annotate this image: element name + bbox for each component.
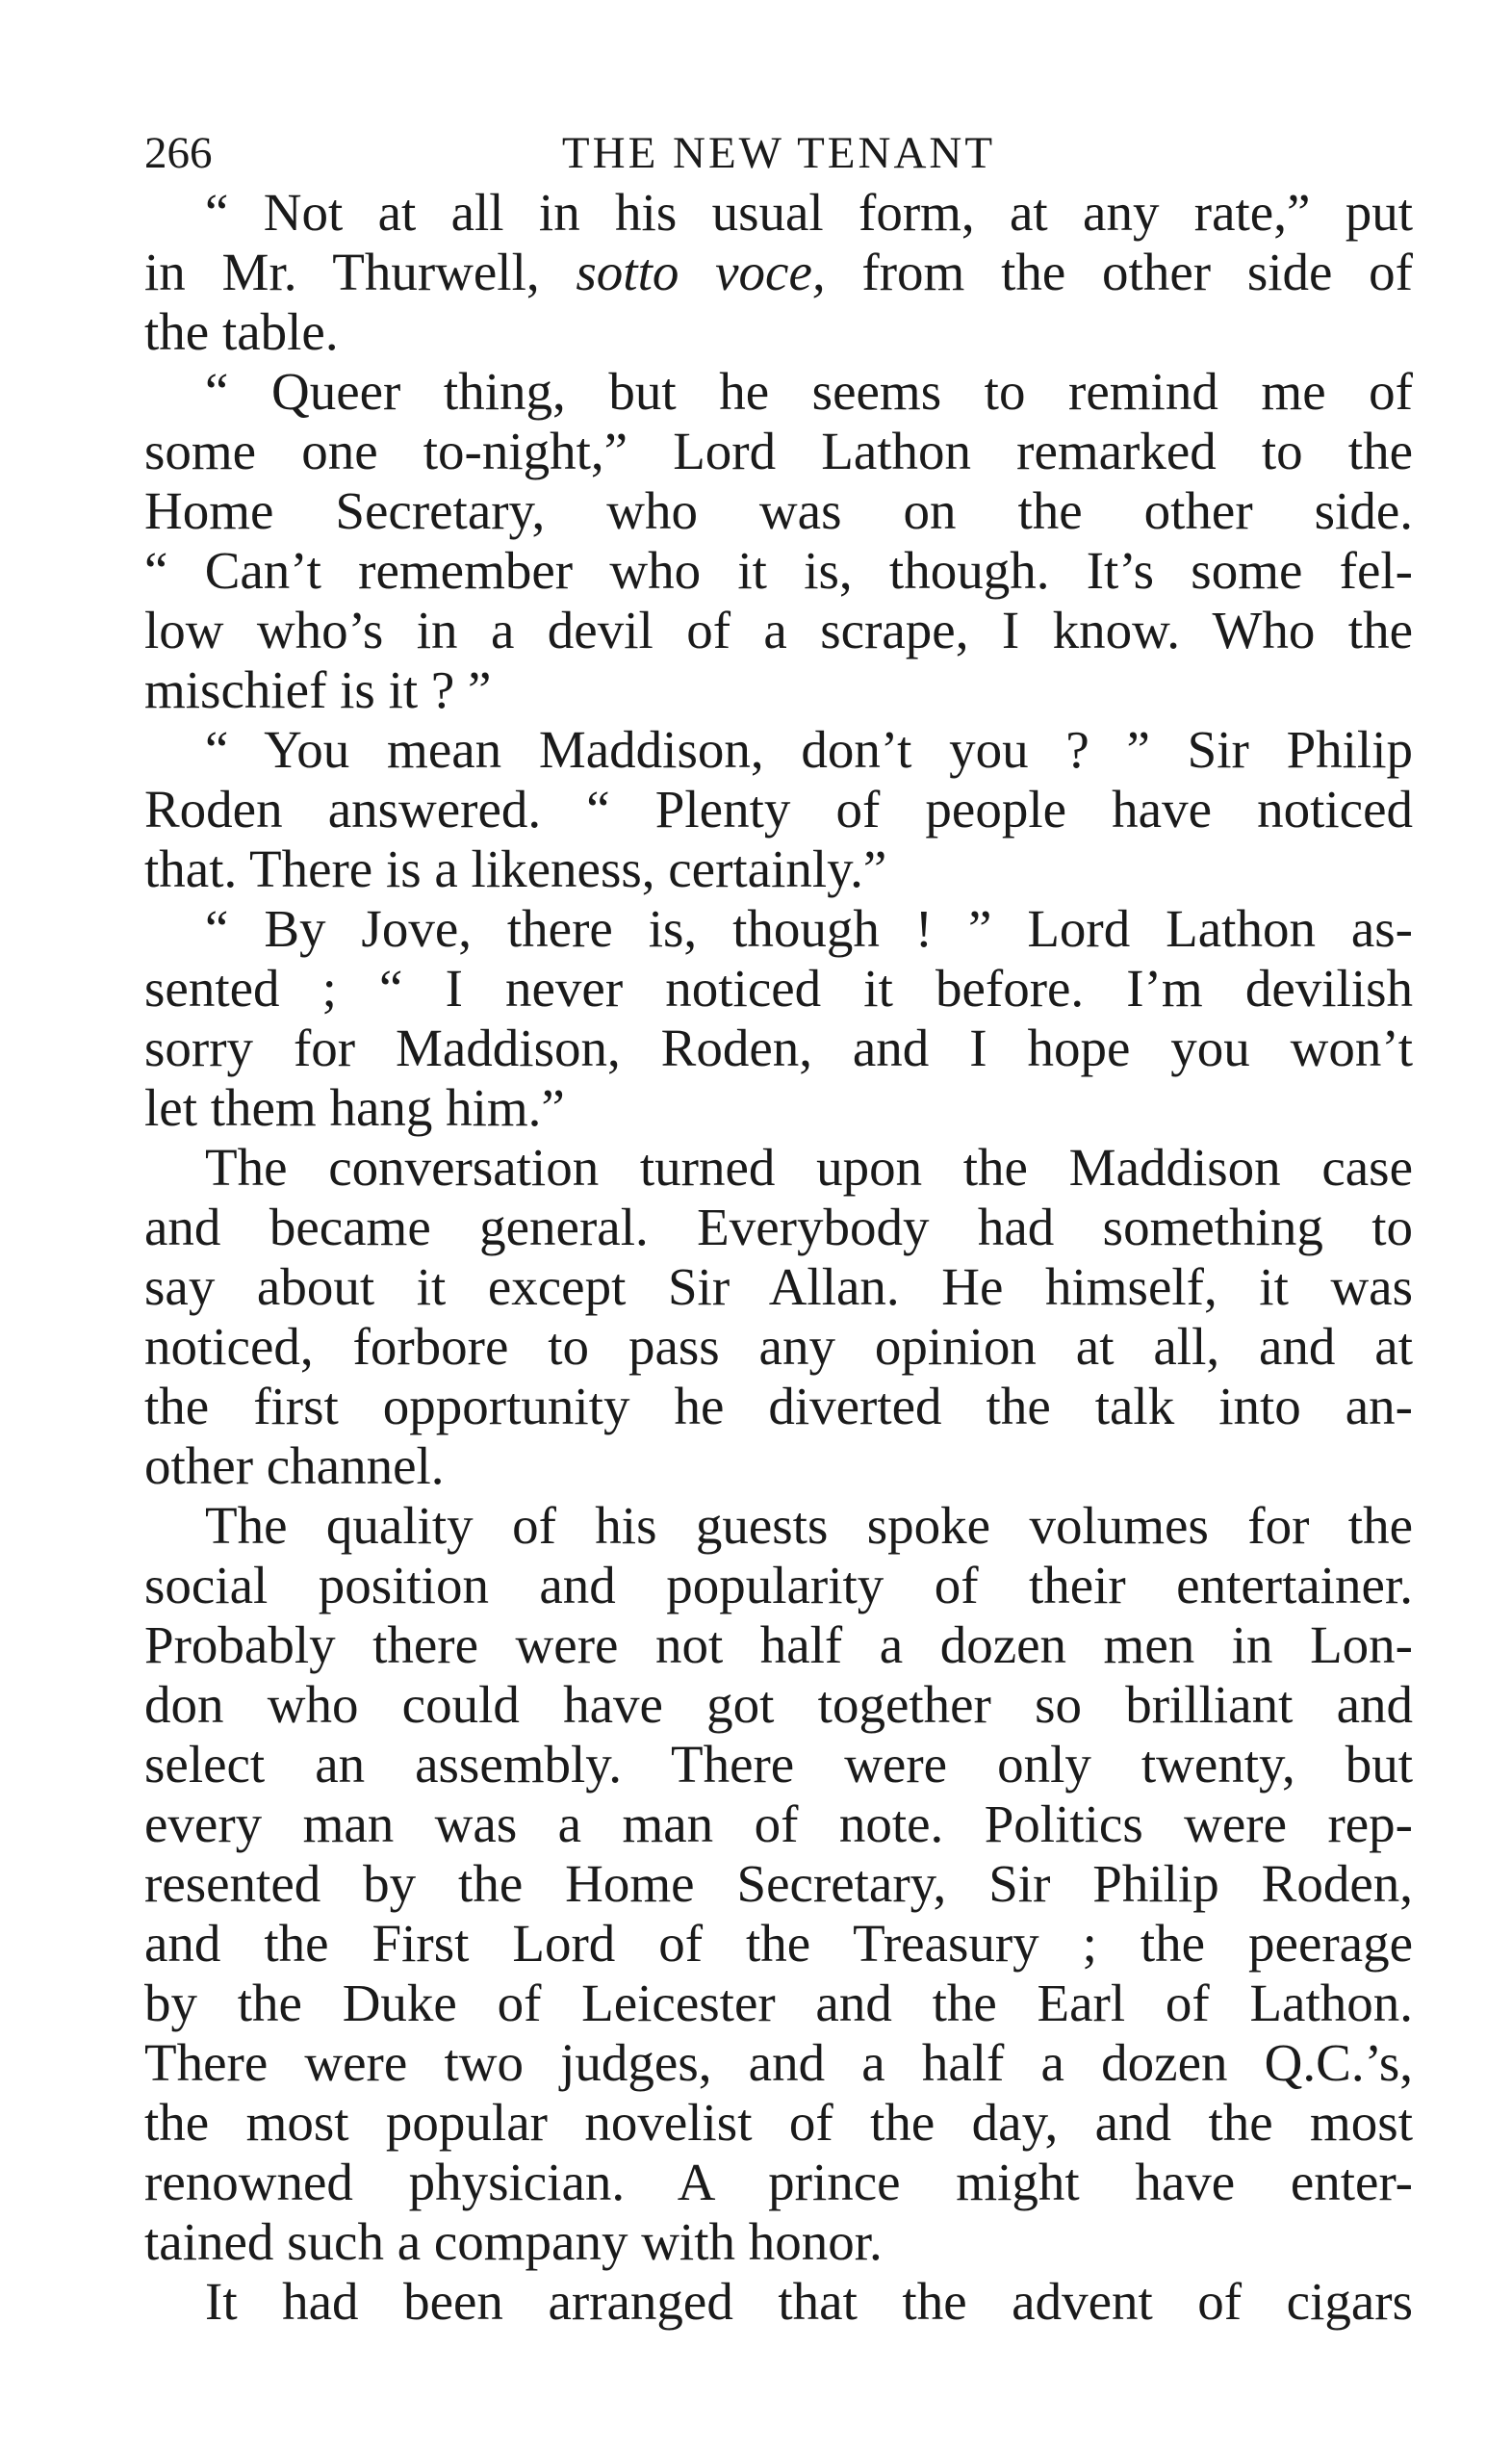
book-page xyxy=(144,123,1413,2332)
page-number: 266 xyxy=(144,128,213,178)
text-line: “ Can’t remember who it is, though. It’s some fel- xyxy=(144,541,1413,600)
text-line: every man was a man of note. Politics were rep- xyxy=(144,1794,1413,1853)
running-head xyxy=(144,123,1413,183)
text-line: The conversation turned upon the Maddison case xyxy=(205,1138,1413,1197)
text-line: “ Queer thing, but he seems to remind me of xyxy=(205,362,1413,421)
text-line: “ You mean Maddison, don’t you ? ” Sir Philip xyxy=(205,720,1413,779)
text-segment: from the other side of xyxy=(825,243,1414,301)
text-line: noticed, forbore to pass any opinion at all, and at xyxy=(144,1317,1413,1376)
text-segment: in Mr. Thurwell, xyxy=(144,243,577,301)
text-line: resented by the Home Secretary, Sir Philip Roden, xyxy=(144,1854,1413,1913)
text-line: There were two judges, and a half a dozen Q.C.’s, xyxy=(144,2033,1413,2092)
text-line: say about it except Sir Allan. He himself, it was xyxy=(144,1257,1413,1316)
text-line: social position and popularity of their entertainer. xyxy=(144,1556,1413,1614)
text-line: “ Not at all in his usual form, at any rate,” put xyxy=(205,183,1413,242)
body-text xyxy=(144,183,1413,2332)
text-line: sorry for Maddison, Roden, and I hope you won’t xyxy=(144,1019,1413,1077)
text-line: sented ; “ I never noticed it before. I’m devilish xyxy=(144,959,1413,1018)
italic-phrase: sotto voce, xyxy=(576,243,826,301)
text-line: the table. xyxy=(144,302,339,361)
text-line: the first opportunity he diverted the talk into an- xyxy=(144,1377,1413,1435)
text-line: mischief is it ? ” xyxy=(144,660,492,719)
text-line: renowned physician. A prince might have enter- xyxy=(144,2153,1413,2211)
text-line: tained such a company with honor. xyxy=(144,2212,883,2271)
text-line: Home Secretary, who was on the other side. xyxy=(144,481,1413,540)
text-line: the most popular novelist of the day, and the most xyxy=(144,2093,1413,2152)
text-line: don who could have got together so brilliant and xyxy=(144,1675,1413,1734)
text-line: The quality of his guests spoke volumes for the xyxy=(205,1496,1413,1555)
text-line: let them hang him.” xyxy=(144,1078,565,1137)
text-line: Probably there were not half a dozen men in Lon- xyxy=(144,1615,1413,1674)
running-title: THE NEW TENANT xyxy=(561,128,996,178)
text-line: and became general. Everybody had something to xyxy=(144,1198,1413,1256)
text-line: some one to-night,” Lord Lathon remarked to the xyxy=(144,422,1413,480)
text-line: and the First Lord of the Treasury ; the peerage xyxy=(144,1914,1413,1973)
text-line: that. There is a likeness, certainly.” xyxy=(144,839,887,898)
text-line xyxy=(144,243,1413,302)
text-line: low who’s in a devil of a scrape, I know. Who the xyxy=(144,601,1413,659)
text-line: select an assembly. There were only twenty, but xyxy=(144,1735,1413,1794)
text-line: other channel. xyxy=(144,1436,445,1495)
text-line: “ By Jove, there is, though ! ” Lord Lathon as- xyxy=(205,899,1413,958)
text-line: Roden answered. “ Plenty of people have noticed xyxy=(144,780,1413,839)
text-line: by the Duke of Leicester and the Earl of Lathon. xyxy=(144,1974,1413,2032)
text-line: It had been arranged that the advent of cigars xyxy=(205,2272,1413,2331)
